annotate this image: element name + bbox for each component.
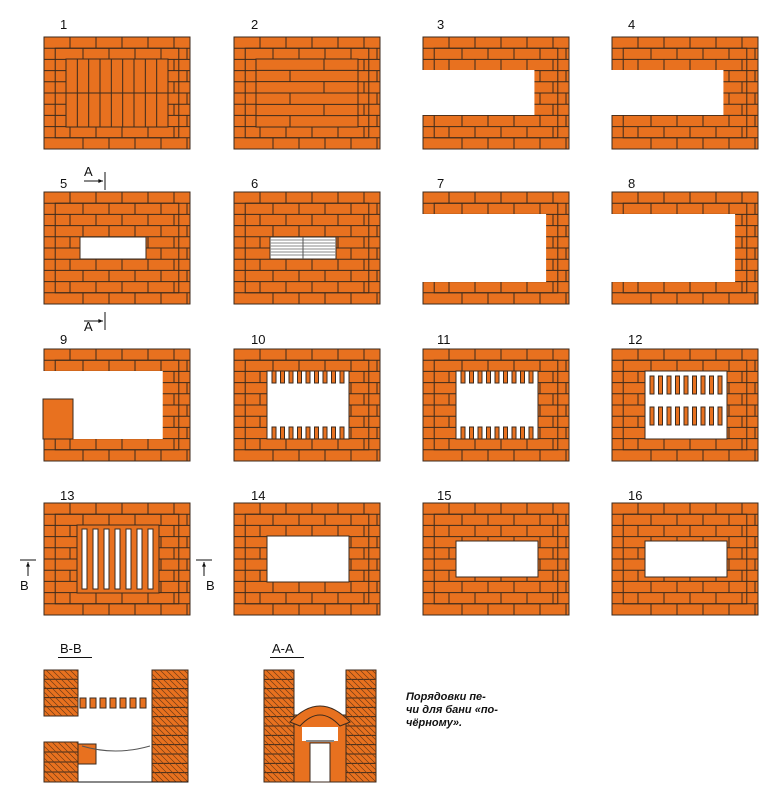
ash-pit-opening [80, 237, 146, 259]
row-label-8: 8 [628, 176, 636, 191]
stone-support [461, 371, 465, 383]
row-label-13: 13 [60, 488, 75, 503]
stone-support [710, 407, 714, 425]
stone-support [332, 371, 336, 383]
flue-channel [422, 70, 534, 115]
stone-support [306, 427, 310, 439]
stone-support [684, 407, 688, 425]
stone-support [323, 371, 327, 383]
masonry-course-10 [234, 349, 380, 461]
bb-stone-support [140, 698, 146, 708]
section-arrow-b-right-head [202, 562, 206, 567]
bb-stone-support [90, 698, 96, 708]
stone-support [332, 427, 336, 439]
stone-support [281, 371, 285, 383]
row-label-5: 5 [60, 176, 68, 191]
stone-support [470, 371, 474, 383]
bb-left-upper [44, 670, 78, 716]
row-label-10: 10 [251, 332, 266, 347]
caption-line-3: чёрному». [406, 717, 463, 729]
stone-support [340, 371, 344, 383]
stone-support [701, 376, 705, 394]
flue-channel [422, 214, 546, 282]
bb-right-wall [152, 670, 188, 782]
masonry-course-15 [423, 503, 569, 615]
masonry-course-2 [234, 37, 380, 149]
stone-support [650, 376, 654, 394]
stone-support [504, 371, 508, 383]
marker-a-bottom: A [84, 319, 93, 334]
row-label-2: 2 [251, 17, 259, 32]
section-title-aa: A-A [272, 641, 294, 656]
stone-support [693, 376, 697, 394]
stone-support [281, 427, 285, 439]
stone-support [298, 427, 302, 439]
masonry-course-9 [43, 349, 190, 461]
bb-stone-support [110, 698, 116, 708]
stone-support [701, 407, 705, 425]
stone-support [298, 371, 302, 383]
row-label-9: 9 [60, 332, 68, 347]
chamber-opening [267, 536, 349, 582]
stone-support [659, 376, 663, 394]
marker-b-left: B [20, 578, 29, 593]
aa-right-wall [346, 670, 376, 782]
masonry-course-3 [422, 37, 569, 149]
section-title-bb: B-B [60, 641, 82, 656]
row-label-4: 4 [628, 17, 636, 32]
stone-support [521, 371, 525, 383]
row-label-6: 6 [251, 176, 259, 191]
flue-channel [611, 70, 723, 115]
steel-bar-gap [126, 529, 131, 589]
stone-support [315, 371, 319, 383]
row-label-14: 14 [251, 488, 266, 503]
aa-ash-opening [310, 743, 330, 782]
stone-support [718, 407, 722, 425]
row-label-7: 7 [437, 176, 445, 191]
stone-support [667, 376, 671, 394]
masonry-course-1 [44, 37, 190, 149]
bb-stone-support [120, 698, 126, 708]
stone-support [512, 427, 516, 439]
steel-bar-gap [82, 529, 87, 589]
stone-support [461, 427, 465, 439]
stone-support [478, 427, 482, 439]
bb-stone-support [100, 698, 106, 708]
aa-opening [302, 727, 338, 741]
stone-support [272, 371, 276, 383]
bb-left-lower [44, 742, 78, 782]
stone-support [529, 371, 533, 383]
stone-support [676, 407, 680, 425]
masonry-course-5 [44, 192, 190, 304]
stone-support [693, 407, 697, 425]
stone-support [650, 407, 654, 425]
diagram-caption [406, 691, 524, 730]
section-arrow-a-bottom-head [98, 319, 103, 323]
steel-bar-gap [104, 529, 109, 589]
hearth-step [43, 399, 73, 439]
caption-line-2: чи для бани «по- [406, 704, 498, 716]
chamber-opening [456, 541, 538, 577]
masonry-course-6 [234, 192, 380, 304]
section-underline-bb [58, 657, 92, 658]
section-arrow-b-left-head [26, 562, 30, 567]
flue-channel [611, 214, 735, 282]
stone-support [470, 427, 474, 439]
row-label-15: 15 [437, 488, 452, 503]
stone-support [521, 427, 525, 439]
stone-support [659, 407, 663, 425]
stone-support [495, 427, 499, 439]
masonry-course-4 [611, 37, 758, 149]
bb-stone-support [130, 698, 136, 708]
caption-line-1: Порядовки пе- [406, 691, 486, 703]
stone-support [676, 376, 680, 394]
masonry-course-12 [612, 349, 758, 461]
masonry-course-13 [44, 503, 190, 615]
masonry-course-14 [234, 503, 380, 615]
steel-bar-gap [137, 529, 142, 589]
stone-support [289, 427, 293, 439]
steel-bar-gap [148, 529, 153, 589]
row-label-3: 3 [437, 17, 445, 32]
row-label-1: 1 [60, 17, 68, 32]
section-arrow-a-top-head [98, 179, 103, 183]
row-label-12: 12 [628, 332, 643, 347]
stone-support [323, 427, 327, 439]
stone-support [504, 427, 508, 439]
stone-support [315, 427, 319, 439]
stone-support [684, 376, 688, 394]
masonry-course-11 [423, 349, 569, 461]
bb-stone-support [80, 698, 86, 708]
masonry-course-7 [422, 192, 569, 304]
stone-support [512, 371, 516, 383]
aa-left-wall [264, 670, 294, 782]
stone-support [340, 427, 344, 439]
steel-bar-gap [93, 529, 98, 589]
steel-bar-gap [115, 529, 120, 589]
stone-support [487, 371, 491, 383]
stone-support [289, 371, 293, 383]
marker-b-right: B [206, 578, 215, 593]
row-label-16: 16 [628, 488, 643, 503]
masonry-course-8 [611, 192, 758, 304]
stone-support [718, 376, 722, 394]
stone-support [272, 427, 276, 439]
stone-support [306, 371, 310, 383]
chamber-opening [645, 541, 727, 577]
stone-support [667, 407, 671, 425]
marker-a-top: A [84, 164, 93, 179]
stone-support [529, 427, 533, 439]
stone-support [487, 427, 491, 439]
masonry-course-16 [612, 503, 758, 615]
section-underline-aa [270, 657, 304, 658]
stone-support [710, 376, 714, 394]
stone-support [478, 371, 482, 383]
stone-support [495, 371, 499, 383]
row-label-11: 11 [437, 332, 451, 347]
